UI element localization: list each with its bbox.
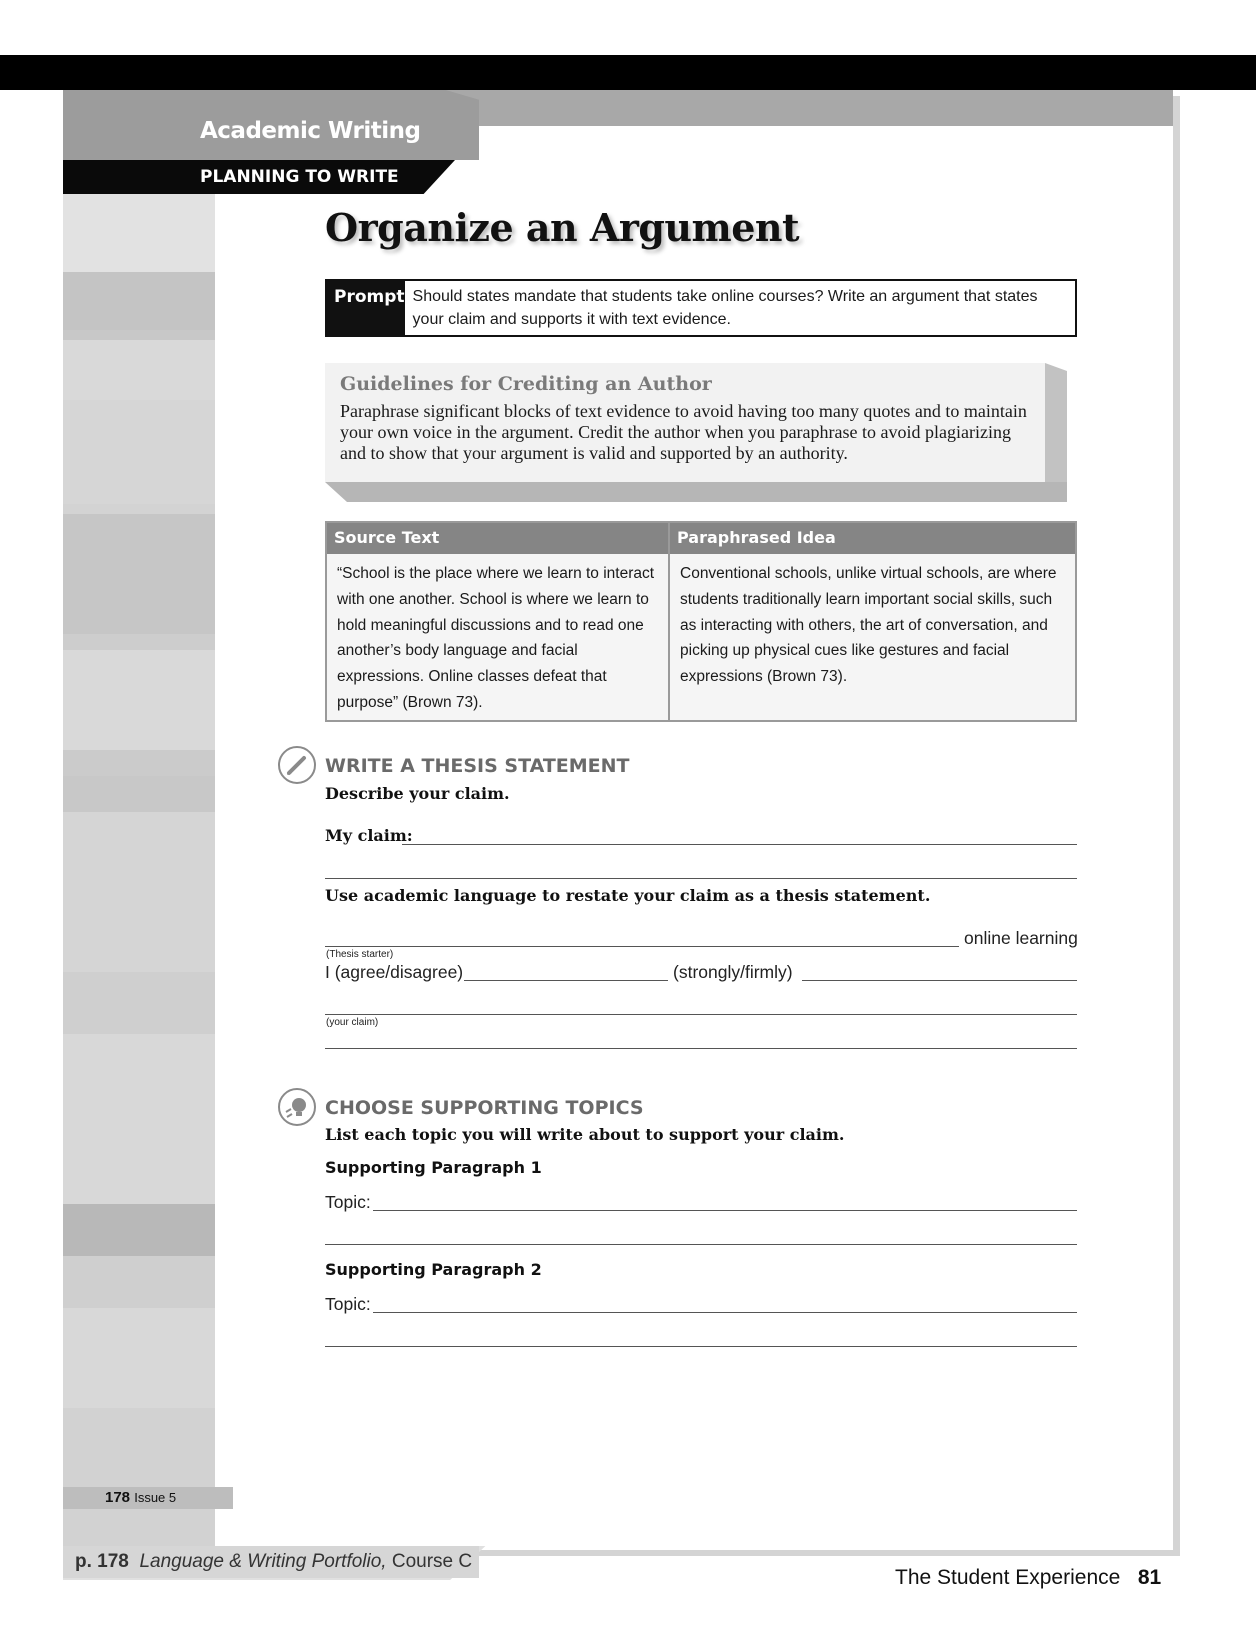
lightbulb-icon (278, 1088, 316, 1126)
source-table (325, 521, 1077, 722)
issue-label (105, 1489, 176, 1506)
topic-1-line[interactable] (373, 1210, 1077, 1211)
guidelines-title: Guidelines for Crediting an Author (340, 373, 712, 395)
topic-2-label: Topic: (325, 1294, 371, 1314)
supporting-paragraph-2-label: Supporting Paragraph 2 (325, 1260, 542, 1279)
agree-text: I (agree/disagree) (325, 962, 464, 982)
topics-heading: CHOOSE SUPPORTING TOPICS (325, 1097, 644, 1119)
restate-instruction: Use academic language to restate your claim as a thesis statement. (325, 886, 931, 905)
footer-reference (75, 1551, 472, 1573)
table-header-row (327, 523, 1075, 554)
strongly-line[interactable] (802, 980, 1077, 981)
claim-label: My claim: (325, 826, 413, 845)
guidelines-body: Paraphrase significant blocks of text evidence to avoid having too many quotes and to maintain your own voice in the argument. Credit the author when you paraphrase to avoid plagiarizing and to show that your argument is valid and supported by an authority. (340, 401, 1027, 463)
table-row (327, 554, 1075, 720)
footer-course: Course C (391, 1551, 473, 1572)
thesis-subheading: Describe your claim. (325, 784, 510, 803)
top-black-bar (0, 55, 1256, 90)
prompt-box (325, 279, 1077, 337)
issue-name: Issue 5 (134, 1490, 177, 1505)
sidebar (63, 194, 215, 1550)
footer-book-title: Language & Writing Portfolio, (139, 1551, 387, 1572)
section-title: Academic Writing (200, 118, 421, 144)
strongly-text: (strongly/firmly) (673, 962, 793, 982)
agree-line[interactable] (464, 980, 668, 981)
page-title: Organize an Argument (325, 205, 800, 250)
header-source-text: Source Text (327, 523, 670, 554)
claim-line-1[interactable] (402, 844, 1077, 845)
topic-2-line[interactable] (373, 1312, 1077, 1313)
header-paraphrased-idea: Paraphrased Idea (677, 528, 836, 547)
paraphrased-cell: Conventional schools, unlike virtual schools, are where students traditionally learn important social skills, such as interacting with others, the art of conversation, and picking up physical cues like gestures and facial expressions (Brown 73). (680, 565, 1057, 686)
claim-line-2[interactable] (325, 878, 1077, 879)
issue-page-number: 178 (105, 1489, 131, 1506)
thesis-heading: WRITE A THESIS STATEMENT (325, 755, 630, 777)
thesis-line-1[interactable] (325, 946, 959, 947)
source-text-cell: “School is the place where we learn to interact with one another. School is where we learn to hold meaningful discussions and to read one another’s body language and facial expressions. Online classes defeat that purpose” (Brown 73). (327, 554, 670, 720)
topics-subheading: List each topic you will write about to support your claim. (325, 1125, 845, 1144)
prompt-label: Prompt (327, 281, 405, 335)
section-subtitle: PLANNING TO WRITE (200, 167, 399, 187)
footer-right-text: The Student Experience (895, 1566, 1121, 1589)
thesis-starter-label: (Thesis starter) (326, 949, 394, 960)
supporting-paragraph-1-label: Supporting Paragraph 1 (325, 1158, 542, 1177)
footer-right-page: 81 (1137, 1566, 1162, 1589)
guidelines-shadow-right (1045, 363, 1067, 501)
claim-line-4[interactable] (325, 1048, 1077, 1049)
footer-page-ref: p. 178 (75, 1551, 129, 1572)
prompt-text: Should states mandate that students take online courses? Write an argument that states your claim and supports it with text evidence. (412, 288, 1038, 328)
topic-1-label: Topic: (325, 1192, 371, 1212)
online-learning-text: online learning (964, 928, 1078, 948)
guidelines-shadow-bottom (325, 482, 1067, 502)
topic-2-line-2[interactable] (325, 1346, 1077, 1347)
topic-1-line-2[interactable] (325, 1244, 1077, 1245)
claim-line-3[interactable] (325, 1014, 1077, 1015)
footer-right (895, 1566, 1161, 1590)
pencil-icon (278, 746, 316, 784)
your-claim-label: (your claim) (326, 1017, 379, 1028)
